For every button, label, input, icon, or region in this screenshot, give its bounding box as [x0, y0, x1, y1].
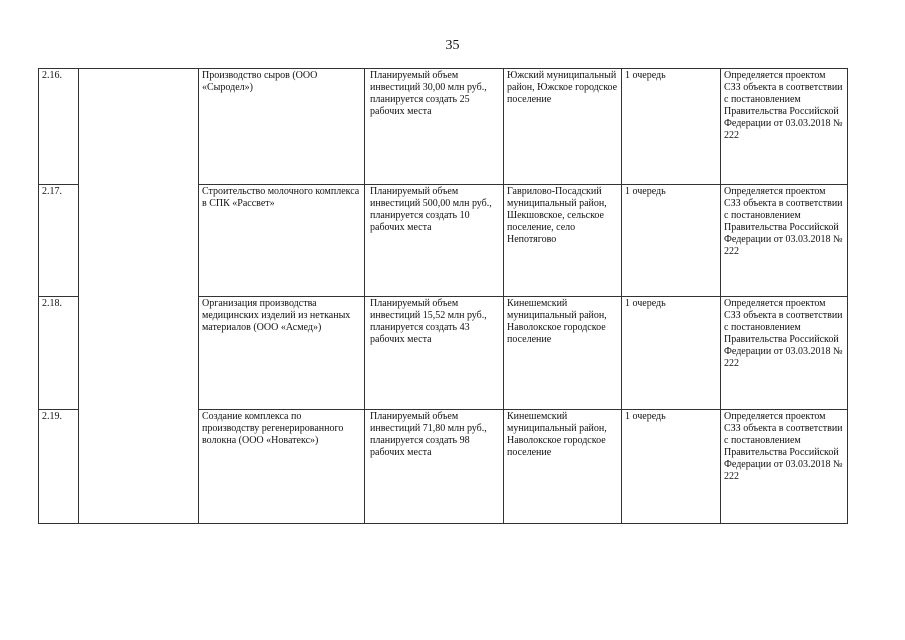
stage-text: 1 очередь — [625, 186, 666, 197]
row-number: 2.16. — [39, 69, 79, 185]
stage-text: 1 очередь — [625, 70, 666, 81]
location-text: Кинешемский муниципальный район, Наволокское городское поселение — [507, 411, 607, 458]
investment-cell — [365, 410, 504, 524]
location-cell — [504, 69, 622, 185]
object-text: Строительство молочного комплекса в СПК «Рассвет» — [202, 186, 360, 209]
note-cell — [721, 410, 848, 524]
object-text: Организация производства медицинских изделий из нетканых материалов (ООО «Асмед») — [202, 298, 351, 333]
stage-cell — [622, 297, 721, 410]
note-text: Определяется проектом СЗЗ объекта в соответствии с постановлением Правительства Российской Федерации от 03.03.2018 № 222 — [724, 186, 843, 257]
object-cell — [199, 297, 365, 410]
stage-text: 1 очередь — [625, 298, 666, 309]
note-cell — [721, 297, 848, 410]
location-cell — [504, 185, 622, 297]
object-cell — [199, 185, 365, 297]
object-cell — [199, 69, 365, 185]
object-cell — [199, 410, 365, 524]
object-text: Производство сыров (ООО «Сыродел») — [202, 70, 318, 93]
row-number: 2.19. — [39, 410, 79, 524]
table-row — [39, 69, 848, 185]
stage-cell — [622, 185, 721, 297]
location-text: Гаврилово-Посадский муниципальный район, Шекшовское, сельское поселение, село Непотягово — [507, 186, 607, 245]
investment-cell — [365, 185, 504, 297]
stage-cell — [622, 410, 721, 524]
object-text: Создание комплекса по производству регенерированного волокна (ООО «Новатекс») — [202, 411, 344, 446]
investment-cell — [365, 297, 504, 410]
row-number: 2.17. — [39, 185, 79, 297]
page-number: 35 — [445, 38, 460, 53]
investment-text: Планируемый объем инвестиций 15,52 млн руб., планируется создать 43 рабочих места — [370, 298, 487, 345]
location-text: Южский муниципальный район, Южское городское поселение — [507, 70, 618, 105]
investment-text: Планируемый объем инвестиций 30,00 млн руб., планируется создать 25 рабочих места — [370, 70, 487, 117]
merged-blank-cell — [79, 69, 199, 524]
note-cell — [721, 69, 848, 185]
location-text: Кинешемский муниципальный район, Наволокское городское поселение — [507, 298, 607, 345]
note-text: Определяется проектом СЗЗ объекта в соответствии с постановлением Правительства Российской Федерации от 03.03.2018 № 222 — [724, 70, 843, 141]
location-cell — [504, 297, 622, 410]
stage-cell — [622, 69, 721, 185]
note-text: Определяется проектом СЗЗ объекта в соответствии с постановлением Правительства Российской Федерации от 03.03.2018 № 222 — [724, 298, 843, 369]
location-cell — [504, 410, 622, 524]
note-cell — [721, 185, 848, 297]
investment-text: Планируемый объем инвестиций 71,80 млн руб., планируется создать 98 рабочих места — [370, 411, 487, 458]
investment-text: Планируемый объем инвестиций 500,00 млн руб., планируется создать 10 рабочих места — [370, 186, 492, 233]
projects-table — [38, 68, 848, 524]
note-text: Определяется проектом СЗЗ объекта в соответствии с постановлением Правительства Российской Федерации от 03.03.2018 № 222 — [724, 411, 843, 482]
investment-cell — [365, 69, 504, 185]
row-number: 2.18. — [39, 297, 79, 410]
stage-text: 1 очередь — [625, 411, 666, 422]
